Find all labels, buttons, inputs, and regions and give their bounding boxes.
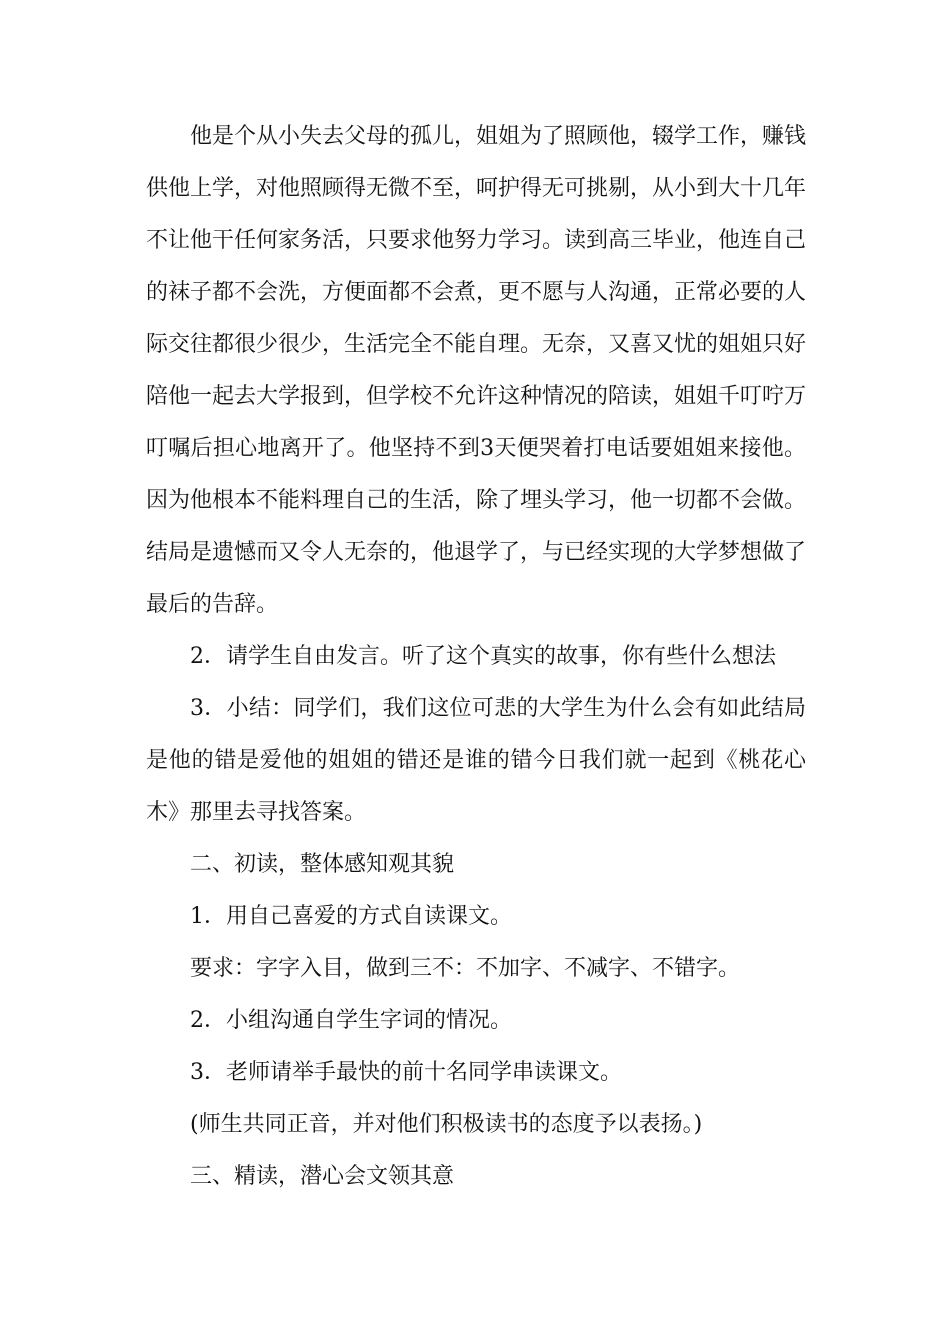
- paragraph-story: 他是个从小失去父母的孤儿，姐姐为了照顾他，辍学工作，赚钱供他上学，对他照顾得无微不至，呵护得无可挑剔，从小到大十几年不让他干任何家务活，只要求他努力学习。读到高三毕业，他连自己的袜子都不会洗，方便面都不会煮，更不愿与人沟通，正常必要的人际交往都很少很少，生活完全不能自理。无奈，又喜又忧的姐姐只好陪他一起去大学报到，但学校不允许这种情况的陪读，姐姐千叮咛万叮嘱后担心地离开了。他坚持不到3天便哭着打电话要姐姐来接他。因为他根本不能料理自己的生活，除了埋头学习，他一切都不会做。结局是遗憾而又令人无奈的，他退学了，与已经实现的大学梦想做了最后的告辞。: [146, 124, 807, 617]
- paragraph-group-discussion: 2．小组沟通自学生字词的情况。: [190, 1008, 512, 1033]
- paragraph-step-3-summary: 3．小结：同学们，我们这位可悲的大学生为什么会有如此结局是他的错是爱他的姐姐的错还是谁的错今日我们就一起到《桃花心木》那里去寻找答案。: [146, 696, 806, 825]
- paragraph-self-reading: 1．用自己喜爱的方式自读课文。: [190, 904, 512, 929]
- document-body: [146, 111, 806, 1203]
- paragraph-step-2-discussion: 2．请学生自由发言。听了这个真实的故事，你有些什么想法: [190, 644, 776, 669]
- paragraph-requirements: 要求：字字入目，做到三不：不加字、不减字、不错字。: [190, 956, 741, 981]
- paragraph-pronunciation-note: (师生共同正音，并对他们积极读书的态度予以表扬。): [190, 1112, 703, 1137]
- paragraph-serial-reading: 3．老师请举手最快的前十名同学串读课文。: [190, 1060, 622, 1085]
- section-heading-first-reading: 二、初读，整体感知观其貌: [190, 852, 455, 877]
- section-heading-close-reading: 三、精读，潜心会文领其意: [190, 1164, 455, 1189]
